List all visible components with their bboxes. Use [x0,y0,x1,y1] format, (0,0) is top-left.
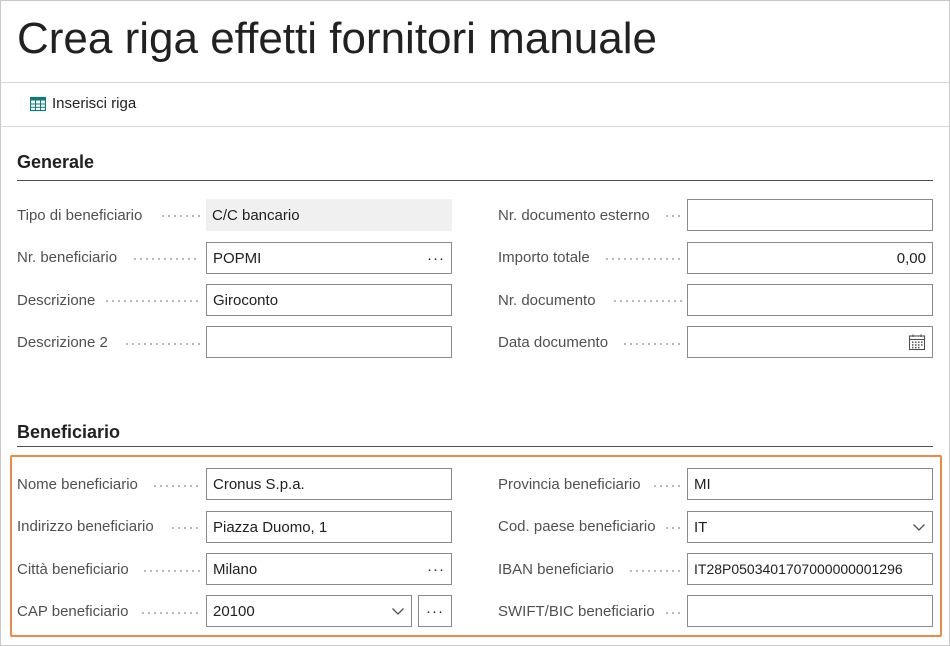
label-citta-beneficiario: Città beneficiario [17,561,129,578]
dots [142,570,200,572]
descrizione2-input[interactable] [206,326,452,358]
descrizione-value: Giroconto [213,291,279,309]
chevron-down-icon[interactable] [391,604,405,618]
dots [612,300,682,302]
section-title-beneficiary[interactable]: Beneficiario [17,422,121,442]
indirizzo-beneficiario-input[interactable] [206,511,452,543]
importo-totale-input[interactable] [687,242,933,274]
lookup-ellipsis-icon[interactable]: ··· [427,560,445,578]
dots [124,343,200,345]
label-descrizione2: Descrizione 2 [17,334,108,351]
label-descrizione: Descrizione [17,292,96,309]
dots [104,300,200,302]
cap-beneficiario-select[interactable] [206,595,412,627]
iban-beneficiario-input[interactable] [687,553,933,585]
citta-beneficiario-input[interactable] [206,553,452,585]
insert-row-label: Inserisci riga [52,95,137,112]
paese-beneficiario-value: IT [694,518,708,536]
label-nome-beneficiario: Nome beneficiario [17,476,138,493]
cap-beneficiario-value: 20100 [213,602,255,620]
nr-documento-input[interactable] [687,284,933,316]
page-title: Crea riga effetti fornitori manuale [17,14,657,63]
lookup-ellipsis-icon[interactable]: ··· [427,249,445,267]
section-rule-beneficiary [17,446,933,447]
label-iban-beneficiario: IBAN beneficiario [498,561,614,578]
label-nr-doc-esterno: Nr. documento esterno [498,207,650,224]
calendar-icon[interactable] [908,333,926,351]
citta-beneficiario-value: Milano [213,560,258,578]
dots [170,527,200,529]
cap-lookup-button[interactable]: ··· [418,595,452,627]
dots [622,343,682,345]
swift-beneficiario-input[interactable] [687,595,933,627]
dots [664,612,682,614]
dots [628,570,682,572]
section-title-general[interactable]: Generale [17,152,95,172]
label-nr-documento: Nr. documento [498,292,596,309]
dots [152,485,200,487]
dots [664,215,682,217]
title-divider [0,82,950,83]
indirizzo-beneficiario-value: Piazza Duomo, 1 [213,518,328,536]
nome-beneficiario-value: Cronus S.p.a. [213,475,305,493]
importo-totale-value: 0,00 [896,249,926,267]
tipo-beneficiario-field [206,199,452,231]
dots [132,258,200,260]
provincia-beneficiario-input[interactable] [687,468,933,500]
dots [664,527,682,529]
dots [652,485,682,487]
provincia-beneficiario-value: MI [694,475,711,493]
label-nr-beneficiario: Nr. beneficiario [17,249,118,266]
dots [604,258,682,260]
descrizione-input[interactable] [206,284,452,316]
label-indirizzo-beneficiario: Indirizzo beneficiario [17,518,154,535]
dots [160,215,200,217]
action-divider [0,126,950,127]
insert-row-button[interactable] [30,95,136,112]
label-cap-beneficiario: CAP beneficiario [17,603,129,620]
dots [140,612,200,614]
section-rule-general [17,180,933,181]
label-swift-beneficiario: SWIFT/BIC beneficiario [498,603,655,620]
chevron-down-icon[interactable] [912,520,926,534]
nr-doc-esterno-input[interactable] [687,199,933,231]
label-tipo-beneficiario: Tipo di beneficiario [17,207,143,224]
nr-beneficiario-input[interactable] [206,242,452,274]
label-importo-totale: Importo totale [498,249,590,266]
label-provincia-beneficiario: Provincia beneficiario [498,476,641,493]
nr-beneficiario-value: POPMI [213,249,262,267]
paese-beneficiario-select[interactable] [687,511,933,543]
tipo-beneficiario-value: C/C bancario [212,206,300,224]
data-documento-input[interactable] [687,326,933,358]
table-grid-icon [30,96,46,112]
nome-beneficiario-input[interactable] [206,468,452,500]
label-paese-beneficiario: Cod. paese beneficiario [498,518,656,535]
label-data-documento: Data documento [498,334,609,351]
iban-beneficiario-value: IT28P0503401707000000001296 [694,561,903,577]
